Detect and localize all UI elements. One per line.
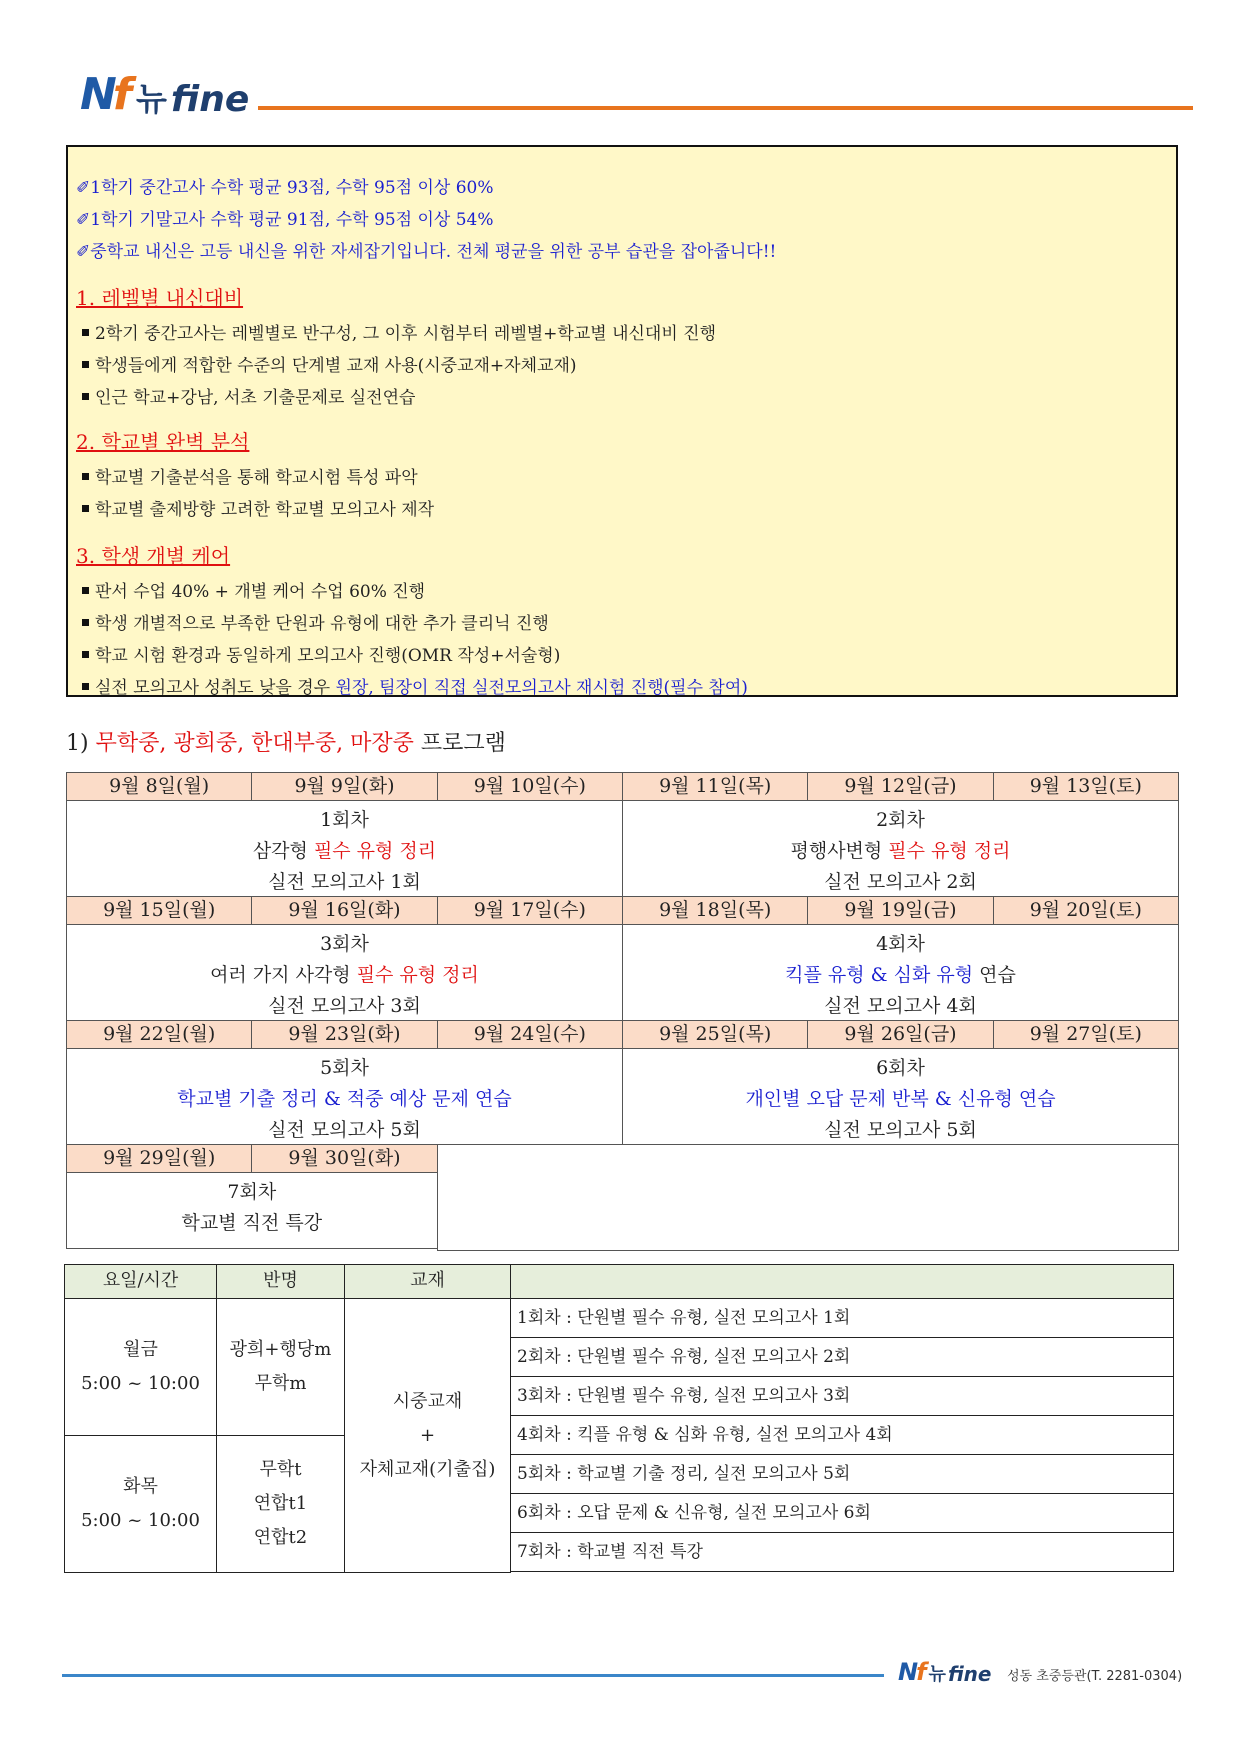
date-cell: 9월 26일(금) (807, 1020, 993, 1049)
date-cell: 9월 20일(토) (993, 896, 1179, 925)
logo-f: f (112, 69, 132, 120)
date-cell: 9월 18일(목) (622, 896, 808, 925)
list-item: 2학기 중간고사는 레벨별로 반구성, 그 이후 시험부터 레벨별+학교별 내신대비 진행 (82, 319, 716, 344)
date-cell: 9월 23일(화) (251, 1020, 437, 1049)
session-cell (622, 800, 1179, 897)
date-cell: 9월 15일(월) (66, 896, 252, 925)
header-cell (510, 1264, 1174, 1299)
date-cell: 9월 30일(화) (251, 1144, 437, 1173)
session-topic: 삼각형 (252, 840, 314, 862)
session-test: 실전 모의고사 2회 (824, 871, 977, 893)
session-highlight: 필수 유형 정리 (313, 840, 437, 862)
session-cell (622, 1048, 1179, 1145)
header-cell: 반명 (216, 1264, 345, 1299)
session-row: 5회차 : 학교별 기출 정리, 실전 모의고사 5회 (510, 1454, 1174, 1494)
session-topic: 여러 가지 사각형 (210, 964, 357, 986)
date-cell: 9월 11일(목) (622, 772, 808, 801)
session-row: 7회차 : 학교별 직전 특강 (510, 1532, 1174, 1572)
date-cell: 9월 16일(화) (251, 896, 437, 925)
session-topic: 평행사변형 (790, 840, 889, 862)
pencil-icon: ✐ (76, 210, 91, 230)
date-cell: 9월 13일(토) (993, 772, 1179, 801)
header-logo (80, 64, 249, 120)
footer-logo: N f 뉴 fine (898, 1658, 992, 1686)
session-test: 실전 모의고사 5회 (824, 1119, 977, 1141)
date-cell: 9월 9일(화) (251, 772, 437, 801)
textbook-cell: 시중교재 + 자체교재(기출집) (344, 1298, 511, 1573)
session-round: 4회차 (876, 933, 925, 955)
header-cell: 교재 (344, 1264, 511, 1299)
session-test: 실전 모의고사 4회 (824, 995, 977, 1017)
list-item: 인근 학교+강남, 서초 기출문제로 실전연습 (82, 383, 415, 408)
session-row: 1회차 : 단원별 필수 유형, 실전 모의고사 1회 (510, 1298, 1174, 1338)
session-row: 6회차 : 오답 문제 & 신유형, 실전 모의고사 6회 (510, 1493, 1174, 1533)
session-row: 2회차 : 단원별 필수 유형, 실전 모의고사 2회 (510, 1337, 1174, 1377)
session-highlight: 킥플 유형 & 심화 유형 (785, 964, 974, 986)
list-item: 판서 수업 40% + 개별 케어 수업 60% 진행 (82, 577, 425, 602)
date-cell: 9월 12일(금) (807, 772, 993, 801)
session-topic: 학교별 직전 특강 (181, 1212, 323, 1234)
day-time-cell: 화목 5:00 ~ 10:00 (64, 1435, 217, 1573)
program-schools: 무학중, 광희중, 한대부중, 마장중 (95, 731, 414, 756)
session-test: 실전 모의고사 3회 (268, 995, 421, 1017)
date-cell: 9월 25일(목) (622, 1020, 808, 1049)
logo-n: N (80, 69, 117, 120)
session-round: 5회차 (320, 1057, 369, 1079)
date-cell: 9월 22일(월) (66, 1020, 252, 1049)
notice-box (66, 145, 1178, 697)
session-round: 2회차 (876, 809, 925, 831)
date-cell: 9월 24일(수) (437, 1020, 623, 1049)
section-title: 2. 학교별 완벽 분석 (76, 430, 250, 454)
date-cell: 9월 17일(수) (437, 896, 623, 925)
session-round: 7회차 (227, 1181, 277, 1203)
session-test: 실전 모의고사 5회 (268, 1119, 421, 1141)
date-cell: 9월 29일(월) (66, 1144, 252, 1173)
session-highlight: 개인별 오답 문제 반복 & 신유형 연습 (745, 1088, 1056, 1110)
header-rule (258, 106, 1193, 110)
program-title: 1) 무학중, 광희중, 한대부중, 마장중 프로그램 (66, 731, 506, 756)
day-time-cell: 월금 5:00 ~ 10:00 (64, 1298, 217, 1436)
class-cell: 무학t 연합t1 연합t2 (216, 1435, 345, 1573)
pencil-icon: ✐ (76, 178, 91, 198)
list-item: 학생들에게 적합한 수준의 단계별 교재 사용(시중교재+자체교재) (82, 351, 577, 376)
list-item: 학생 개별적으로 부족한 단원과 유형에 대한 추가 클리닉 진행 (82, 609, 549, 634)
date-cell: 9월 8일(월) (66, 772, 252, 801)
session-cell (66, 1172, 438, 1249)
session-row: 3회차 : 단원별 필수 유형, 실전 모의고사 3회 (510, 1376, 1174, 1416)
session-highlight: 필수 유형 정리 (356, 964, 479, 986)
session-row: 4회차 : 킥플 유형 & 심화 유형, 실전 모의고사 4회 (510, 1415, 1174, 1455)
intro-line: ✐중학교 내신은 고등 내신을 위한 자세잡기입니다. 전체 평균을 위한 공부 습관을 잡아줍니다!! (76, 242, 777, 262)
logo-fine: fine (170, 79, 250, 120)
list-item: 실전 모의고사 성취도 낮을 경우 원장, 팀장이 직접 실전모의고사 재시험 진행(필수 참여) (82, 673, 748, 698)
session-cell (66, 924, 623, 1021)
list-item: 학교 시험 환경과 동일하게 모의고사 진행(OMR 작성+서술형) (82, 641, 560, 666)
class-cell: 광희+행당m 무학m (216, 1298, 345, 1436)
footer-rule (62, 1674, 884, 1677)
session-cell (66, 800, 623, 897)
list-item: 학교별 출제방향 고려한 학교별 모의고사 제작 (82, 495, 434, 520)
empty-cell (437, 1144, 1179, 1251)
pencil-icon: ✐ (76, 242, 91, 262)
session-round: 6회차 (876, 1057, 925, 1079)
intro-line: ✐1학기 기말고사 수학 평균 91점, 수학 95점 이상 54% (76, 210, 494, 230)
session-test: 실전 모의고사 1회 (268, 871, 421, 893)
header-cell: 요일/시간 (64, 1264, 217, 1299)
date-cell: 9월 19일(금) (807, 896, 993, 925)
footer-branch: 성동 초중등관(T. 2281-0304) (1007, 1669, 1183, 1684)
session-round: 1회차 (320, 809, 369, 831)
session-topic-suffix: 연습 (973, 964, 1016, 986)
section-title: 1. 레벨별 내신대비 (76, 286, 244, 310)
session-highlight: 학교별 기출 정리 & 적중 예상 문제 연습 (177, 1088, 512, 1110)
list-item: 학교별 기출분석을 통해 학교시험 특성 파악 (82, 463, 418, 488)
session-cell (622, 924, 1179, 1021)
date-cell: 9월 27일(토) (993, 1020, 1179, 1049)
session-highlight: 필수 유형 정리 (888, 840, 1011, 862)
date-cell: 9월 10일(수) (437, 772, 623, 801)
session-round: 3회차 (320, 933, 369, 955)
intro-line: ✐1학기 중간고사 수학 평균 93점, 수학 95점 이상 60% (76, 178, 494, 198)
logo-ko: 뉴 (135, 80, 167, 118)
session-cell (66, 1048, 623, 1145)
section-title: 3. 학생 개별 케어 (76, 544, 231, 568)
